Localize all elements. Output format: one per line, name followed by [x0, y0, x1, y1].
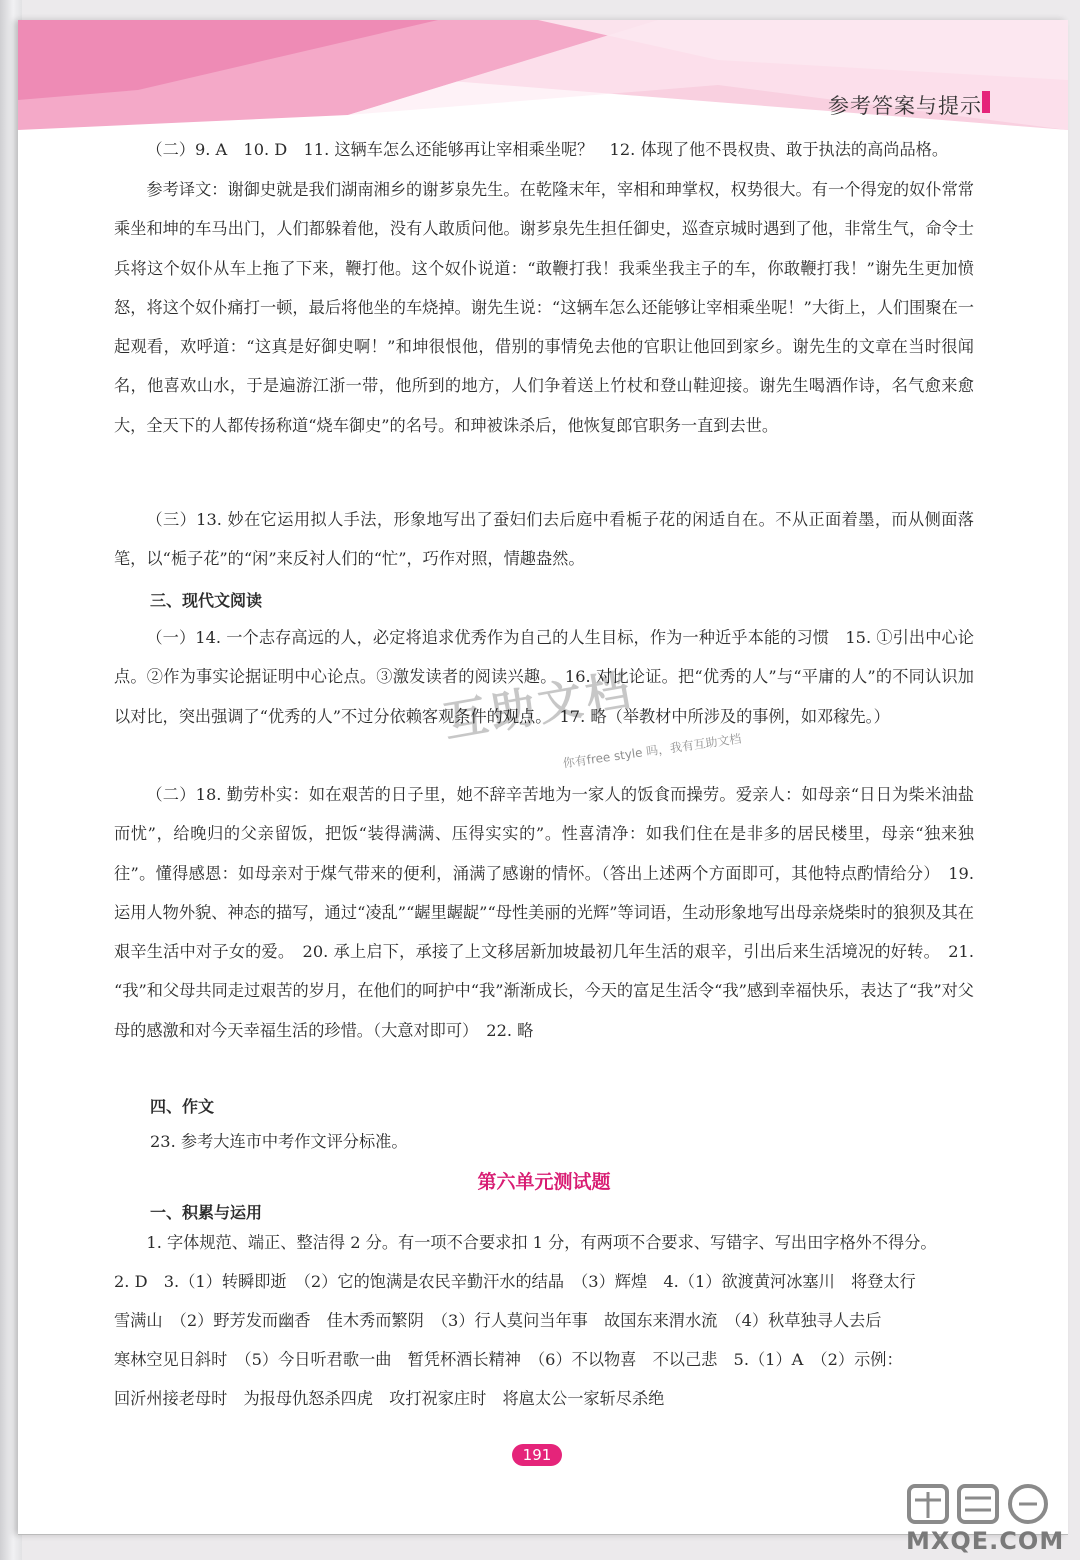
site-logo-text: MXQE.COM: [906, 1527, 1065, 1555]
header-title: 参考答案与提示: [828, 94, 982, 118]
watermark-main: 互助文档: [439, 664, 638, 749]
section-heading-modern-reading: 三、现代文阅读: [150, 591, 263, 610]
page-number: 191: [512, 1444, 562, 1466]
section-heading-accumulation: 一、积累与运用: [150, 1203, 263, 1222]
answer-line: 雪满山 （2）野芳发而幽香 佳木秀而繁阴 （3）行人莫问当年事 故国东来渭水流 （4）秋草独寻人去后: [114, 1311, 882, 1330]
answer-line: 回沂州接老母时 为报母仇怒杀四虎 攻打祝家庄时 将扈太公一家斩尽杀绝: [114, 1389, 665, 1408]
watermark-sub: 你有free style 吗，我有互助文档: [561, 731, 743, 771]
unit-title: 第六单元测试题: [477, 1171, 611, 1193]
composition-answer: 23. 参考大连市中考作文评分标准。: [150, 1132, 408, 1151]
translation-paragraph: 参考译文：谢御史就是我们湖南湘乡的谢芗泉先生。在乾隆末年，宰相和珅掌权，权势很大。有一个得宠的奴仆常常乘坐和坤的车马出门，人们都躲着他，没有人敢质问他。谢芗泉先生担任御史，巡查京城时遇到了他，非常生气，命令士兵将这个奴仆从车上拖了下来，鞭打他。这个奴仆说道：“敢鞭打我！我乘坐我主子的车，你敢鞭打我！”谢先生更加愤怒，将这个奴仆痛打一顿，最后将他坐的车烧掉。谢先生说：“这辆车怎么还能够让宰相乘坐呢！”大街上，人们围聚在一起观看，欢呼道：“这真是好御史啊！”和坤很恨他，借别的事情免去他的官职让他回到家乡。谢先生的文章在当时很闻名，他喜欢山水，于是遍游江浙一带，他所到的地方，人们争着送上竹杖和登山鞋迎接。谢先生喝酒作诗，名气愈来愈大，全天下的人都传扬称道“烧车御史”的名号。和珅被诛杀后，他恢复郎官职务一直到去世。: [114, 180, 974, 435]
accumulation-answer-1: 1. 字体规范、端正、整洁得 2 分。有一项不合要求扣 1 分，有两项不合要求、写错字、写出田字格外不得分。: [146, 1233, 937, 1252]
answer-line: 2. D 3.（1）转瞬即逝 （2）它的饱满是农民辛勤汗水的结晶 （3）辉煌 4.（1）欲渡黄河冰塞川 将登太行: [114, 1272, 916, 1291]
answer-paragraph-3: （三）13. 妙在它运用拟人手法，形象地写出了蚕妇们去后庭中看栀子花的闲适自在。不从正面着墨，而从侧面落笔，以“栀子花”的“闲”来反衬人们的“忙”，巧作对照，情趣盎然。: [114, 510, 974, 569]
answer-paragraph-2: （二）9. A 10. D 11. 这辆车怎么还能够再让宰相乘坐呢？ 12. 体现了他不畏权贵、敢于执法的高尚品格。: [146, 140, 949, 159]
modern-reading-part-2: （二）18. 勤劳朴实：如在艰苦的日子里，她不辞辛苦地为一家人的饭食而操劳。爱亲人：如母亲“日日为柴米油盐而忧”，给晚归的父亲留饭，把饭“装得满满、压得实实的”。性喜清净：如我们住在是非多的居民楼里，母亲“独来独往”。懂得感恩：如母亲对于煤气带来的便利，涌满了感谢的情怀。（答出上述两个方面即可，其他特点酌情给分） 19. 运用人物外貌、神态的描写，通过“凌乱”“龌里龌龊”“母性美丽的光辉”等词语，生动形象地写出母亲烧柴时的狼狈及其在艰辛生活中对子女的爱。 20. 承上启下，承接了上文移居新加坡最初几年生活的艰辛，引出后来生活境况的好转。 21. “我”和父母共同走过艰苦的岁月，在他们的呵护中“我”渐渐成长，今天的富足生活令“我”感到幸福快乐，表达了“我”对父母的感激和对今天幸福生活的珍惜。（大意对即可） 22. 略: [114, 785, 974, 1040]
document-page: [18, 20, 1068, 1535]
header-accent-bar: [982, 91, 990, 113]
modern-reading-part-1: （一）14. 一个志存高远的人，必定将追求优秀作为自己的人生目标，作为一种近乎本能的习惯 15. ①引出中心论点。②作为事实论据证明中心论点。③激发读者的阅读兴趣。 16. 对比论证。把“优秀的人”与“平庸的人”的不同认识加以对比，突出强调了“优秀的人”不过分依赖客观条件的观点。 17. 略（举教材中所涉及的事例，如邓稼先。）: [114, 628, 974, 726]
section-heading-composition: 四、作文: [150, 1097, 215, 1116]
answer-line: 寒林空见日斜时 （5）今日听君歌一曲 暂凭杯酒长精神 （6）不以物喜 不以己悲 5.（1）A （2）示例：: [114, 1350, 903, 1369]
